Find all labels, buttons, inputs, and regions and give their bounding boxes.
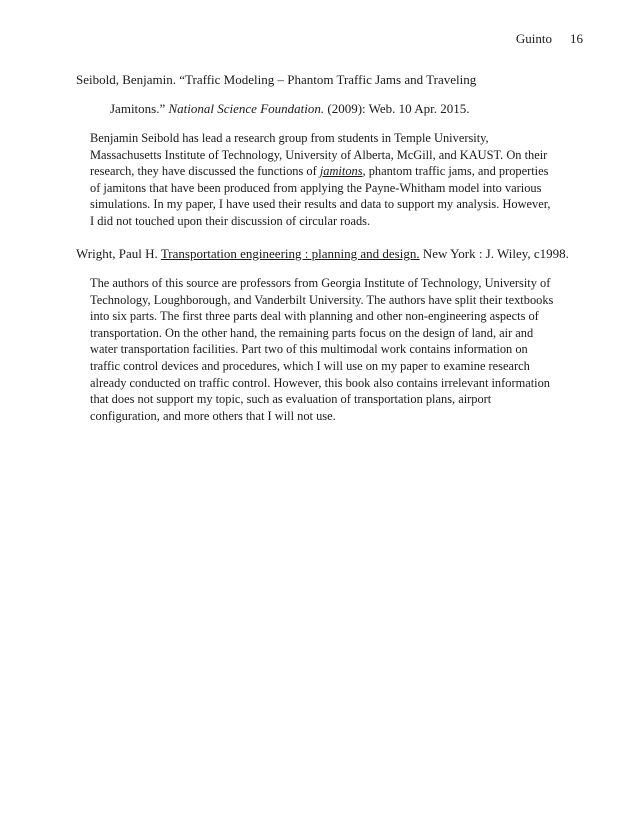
annotation-line: configuration, and more others that I will not use.	[90, 408, 336, 423]
annotation-line: Benjamin Seibold has lead a research group from students in Temple University,	[90, 131, 489, 145]
term-jamitons: jamitons	[319, 164, 363, 179]
page-number: 16	[570, 31, 583, 46]
book-title: Transportation engineering : planning and design.	[160, 246, 420, 261]
citation-text: Jamitons.”	[110, 101, 169, 116]
header-author: Guinto	[515, 31, 552, 46]
annotation-line: of jamitons that have been produced from applying the Payne-Whitham model into various	[90, 180, 542, 195]
annotation-line: The authors of this source are professors from Georgia Institute of Technology, University of	[90, 276, 551, 290]
annotation-line: Massachusetts Institute of Technology, University of Alberta, McGill, and KAUST. On their	[90, 147, 548, 162]
citation-text: Wright, Paul H.	[76, 246, 161, 261]
annotation-text: research, they have discussed the functions of	[90, 164, 320, 179]
annotation-line: transportation. On the other hand, the remaining parts focus on the design of land, air and	[90, 325, 534, 340]
citation-text: New York : J. Wiley, c1998.	[419, 246, 569, 261]
annotation-line: water transportation facilities. Part two of this multimodal work contains information on	[90, 342, 528, 357]
citation-text: (2009): Web. 10 Apr. 2015.	[324, 101, 470, 116]
annotation-line: into six parts. The first three parts deal with planning and other non-engineering aspects of	[90, 309, 539, 324]
running-header	[516, 31, 583, 47]
annotation-line: already conducted on traffic control. However, this book also contains irrelevant information	[90, 375, 550, 390]
citation-seibold-line2	[110, 101, 590, 117]
annotation-text: , phantom traffic jams, and properties	[362, 164, 549, 179]
annotation-line: Technology, Loughborough, and Vanderbilt University. The authors have split their textbooks	[90, 292, 554, 307]
annotation-line: that does not support my topic, such as evaluation of transportation plans, airport	[90, 392, 492, 407]
citation-seibold-line1: Seibold, Benjamin. “Traffic Modeling – Phantom Traffic Jams and Traveling	[76, 72, 477, 87]
annotation-seibold	[90, 130, 580, 230]
citation-wright	[76, 246, 576, 262]
annotation-line: I did not touched upon their discussion of circular roads.	[90, 213, 371, 228]
annotation-line: traffic control devices and procedures, which I will use on my paper to examine research	[90, 358, 530, 373]
annotation-line: simulations. In my paper, I have used their results and data to support my analysis. However,	[90, 197, 551, 212]
annotation-wright	[90, 275, 580, 424]
journal-title: National Science Foundation.	[168, 101, 325, 116]
annotation-line	[90, 163, 580, 180]
